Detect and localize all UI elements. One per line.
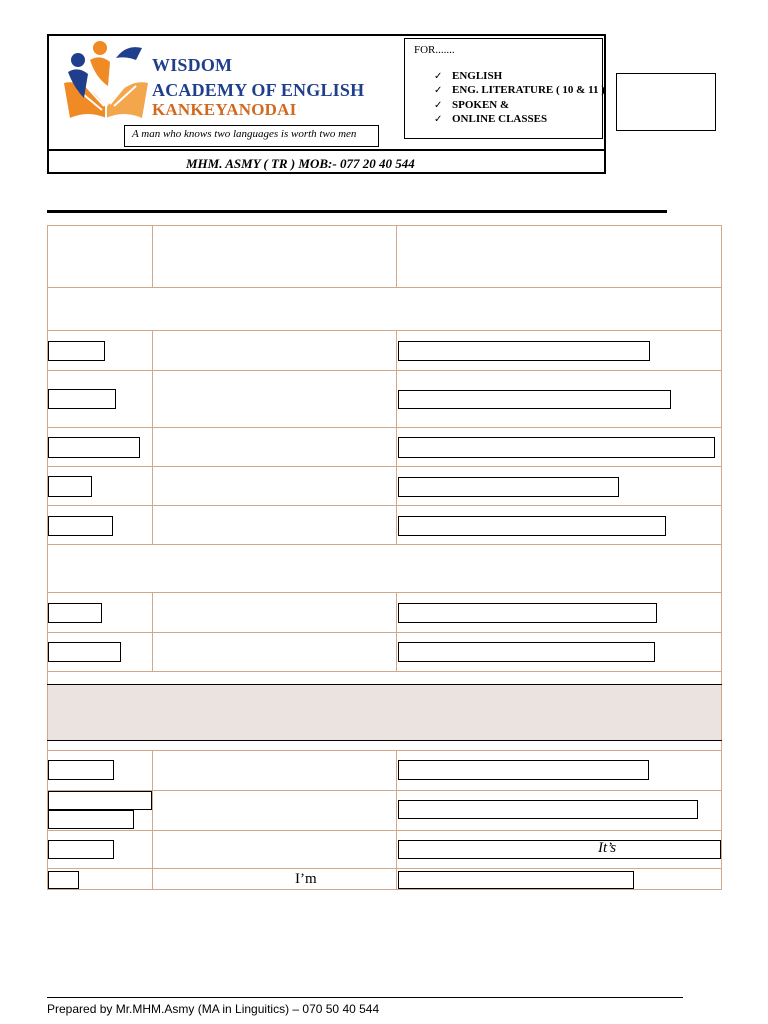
check-icon: ✓ — [434, 100, 443, 111]
column-divider — [396, 750, 397, 890]
answer-box-left[interactable] — [48, 437, 140, 458]
answer-box-left[interactable] — [48, 760, 114, 780]
course-item: ONLINE CLASSES — [452, 113, 548, 125]
row-divider — [47, 330, 722, 331]
brand-name-line1: WISDOM — [152, 55, 233, 75]
answer-box-right[interactable] — [398, 341, 650, 361]
answer-box-left[interactable] — [48, 810, 134, 829]
row-divider — [47, 830, 722, 831]
answer-box-left[interactable] — [48, 603, 102, 623]
answer-box-right[interactable] — [398, 642, 655, 662]
answer-box-right[interactable] — [398, 871, 634, 889]
tagline: A man who knows two languages is worth two men — [132, 128, 357, 140]
answer-box-left[interactable] — [48, 516, 113, 536]
answer-box-right[interactable] — [398, 800, 698, 819]
photo-box — [616, 73, 716, 131]
footer-credit: Prepared by Mr.MHM.Asmy (MA in Linguitics) – 070 50 40 544 — [47, 1002, 380, 1016]
row-divider — [47, 370, 722, 371]
row-divider — [47, 750, 722, 751]
answer-box-left[interactable] — [48, 642, 121, 662]
row-divider — [47, 427, 722, 428]
column-divider — [152, 225, 153, 287]
brand-name-line2: ACADEMY OF ENGLISH — [152, 80, 365, 100]
section-rule — [47, 684, 722, 685]
im-text: I’m — [295, 871, 317, 887]
row-divider — [47, 287, 722, 288]
course-item: ENGLISH — [452, 70, 503, 82]
footer-rule — [47, 997, 683, 998]
answer-box-right[interactable] — [398, 840, 721, 859]
answer-box-left[interactable] — [48, 791, 152, 810]
check-icon: ✓ — [434, 71, 443, 82]
banner-divider — [47, 149, 606, 151]
column-divider — [396, 330, 397, 544]
course-item: SPOKEN & — [452, 99, 510, 111]
course-item: ENG. LITERATURE ( 10 & 11 ) — [452, 84, 605, 96]
answer-box-right[interactable] — [398, 516, 666, 536]
row-divider — [47, 466, 722, 467]
brand-location: KANKEYANODAI — [152, 100, 297, 119]
row-divider — [47, 868, 722, 869]
title-underline — [47, 210, 667, 213]
row-divider — [47, 632, 722, 633]
academy-logo — [56, 38, 156, 128]
column-divider — [396, 225, 397, 287]
answer-box-left[interactable] — [48, 389, 116, 409]
column-divider — [152, 750, 153, 890]
row-divider — [47, 505, 722, 506]
answer-box-left[interactable] — [48, 871, 79, 889]
answer-box-right[interactable] — [398, 437, 715, 458]
column-divider — [396, 592, 397, 671]
row-divider — [47, 592, 722, 593]
row-divider — [47, 544, 722, 545]
answer-box-right[interactable] — [398, 390, 671, 409]
answer-box-right[interactable] — [398, 603, 657, 623]
contact-info: MHM. ASMY ( TR ) MOB:- 077 20 40 544 — [186, 156, 415, 171]
check-icon: ✓ — [434, 85, 443, 96]
section-rule — [47, 740, 722, 741]
row-divider — [47, 671, 722, 672]
course-list-title: FOR....... — [414, 44, 455, 56]
answer-box-right[interactable] — [398, 760, 649, 780]
column-divider — [152, 330, 153, 544]
check-icon: ✓ — [434, 114, 443, 125]
column-divider — [152, 592, 153, 671]
answer-box-left[interactable] — [48, 476, 92, 497]
its-text: It’s — [598, 840, 617, 856]
answer-box-left[interactable] — [48, 840, 114, 859]
answer-box-right[interactable] — [398, 477, 619, 497]
answer-box-left[interactable] — [48, 341, 105, 361]
